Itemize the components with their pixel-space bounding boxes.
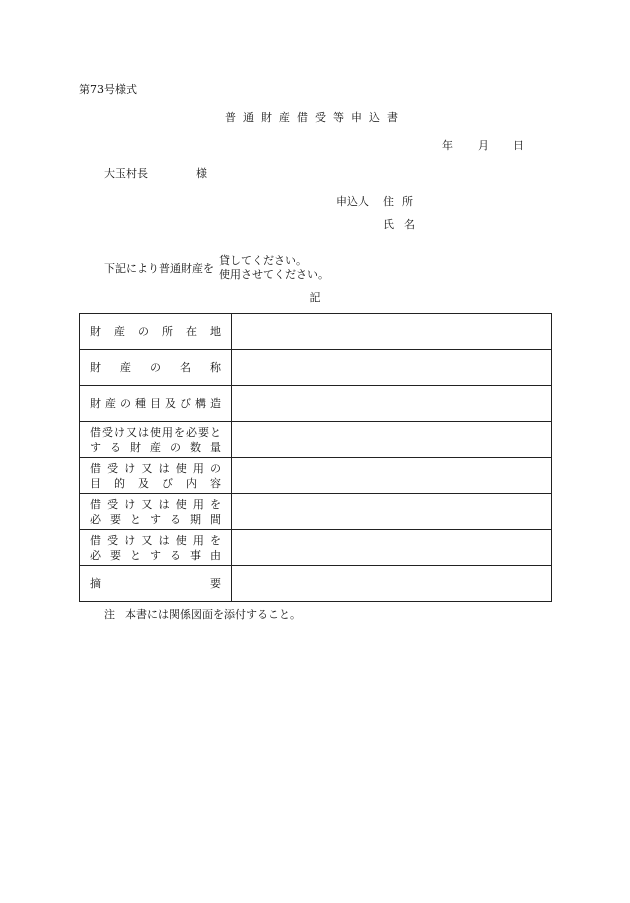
- applicant-label: 申込人: [336, 195, 369, 208]
- table-row-value[interactable]: [232, 422, 552, 458]
- table-row-label-text: [80, 533, 231, 563]
- table-row-label-text: [80, 497, 231, 527]
- note-mark: 注: [104, 608, 115, 621]
- table-row: [80, 494, 552, 530]
- table-row-value[interactable]: [232, 530, 552, 566]
- table-row-value[interactable]: [232, 350, 552, 386]
- table-row: [80, 350, 552, 386]
- table-row-label-line: 借 受 け 又 は 使 用 を: [90, 533, 221, 547]
- note-text: 本書には関係図面を添付すること。: [125, 608, 301, 621]
- table-row-label: [80, 566, 232, 602]
- table-row-label: [80, 386, 232, 422]
- table-row-label-text: [80, 576, 231, 591]
- request-option-lend: 貸してください。: [219, 254, 307, 267]
- addressee-honorific: 様: [196, 167, 207, 180]
- table-row: [80, 386, 552, 422]
- property-table: [79, 313, 552, 602]
- property-table-body: [80, 314, 552, 602]
- table-row-label-line: 財 産 の 種 目 及 び 構 造: [90, 397, 221, 410]
- note: [104, 609, 301, 620]
- table-row-label: [80, 314, 232, 350]
- table-row-label-text: [80, 324, 231, 339]
- table-row-label: [80, 458, 232, 494]
- date-year-label: 年: [442, 139, 453, 152]
- table-row-label-line: 借 受 け 又 は 使 用 を: [90, 497, 221, 511]
- table-row-label-text: [80, 360, 231, 375]
- addressee-name: 大玉村長: [104, 167, 148, 180]
- table-row-label: [80, 350, 232, 386]
- table-row-label-line: 必 要 と す る 期 間: [90, 512, 221, 526]
- table-row-value[interactable]: [232, 566, 552, 602]
- table-row: [80, 530, 552, 566]
- table-row-label-text: [80, 396, 231, 411]
- date-month-label: 月: [478, 139, 489, 152]
- table-row-label-line: す る 財 産 の 数 量: [90, 440, 221, 454]
- document-title-text: 普通財産借受等申込書: [225, 111, 405, 124]
- table-row: [80, 566, 552, 602]
- table-row-label-line: 財 産 の 所 在 地: [90, 325, 221, 338]
- table-row-label-line: 摘 要: [90, 577, 221, 590]
- table-row-label-text: [80, 461, 231, 491]
- table-row: [80, 314, 552, 350]
- form-number: 第73号様式: [79, 83, 137, 96]
- ki-label: 記: [309, 291, 321, 304]
- table-row-value[interactable]: [232, 314, 552, 350]
- table-row-value[interactable]: [232, 494, 552, 530]
- document-title: [0, 112, 630, 123]
- applicant-address-label: 住所: [383, 195, 421, 208]
- request-prefix: 下記により普通財産を: [104, 262, 214, 275]
- table-row-value[interactable]: [232, 386, 552, 422]
- table-row-label-line: 借 受 け 又 は 使 用 の: [90, 461, 221, 475]
- table-row: [80, 458, 552, 494]
- table-row-value[interactable]: [232, 458, 552, 494]
- request-option-use: 使用させてください。: [219, 268, 329, 281]
- table-row-label-line: 目 的 及 び 内 容: [90, 476, 221, 490]
- table-row-label-line: 借 受 け 又 は 使 用 を 必 要 と: [90, 425, 221, 439]
- applicant-name-label: 氏名: [383, 218, 425, 231]
- date-day-label: 日: [513, 139, 524, 152]
- table-row: [80, 422, 552, 458]
- table-row-label: [80, 530, 232, 566]
- table-row-label-text: [80, 425, 231, 455]
- table-row-label-line: 財 産 の 名 称: [90, 361, 221, 374]
- table-row-label: [80, 494, 232, 530]
- table-row-label: [80, 422, 232, 458]
- table-row-label-line: 必 要 と す る 事 由: [90, 548, 221, 562]
